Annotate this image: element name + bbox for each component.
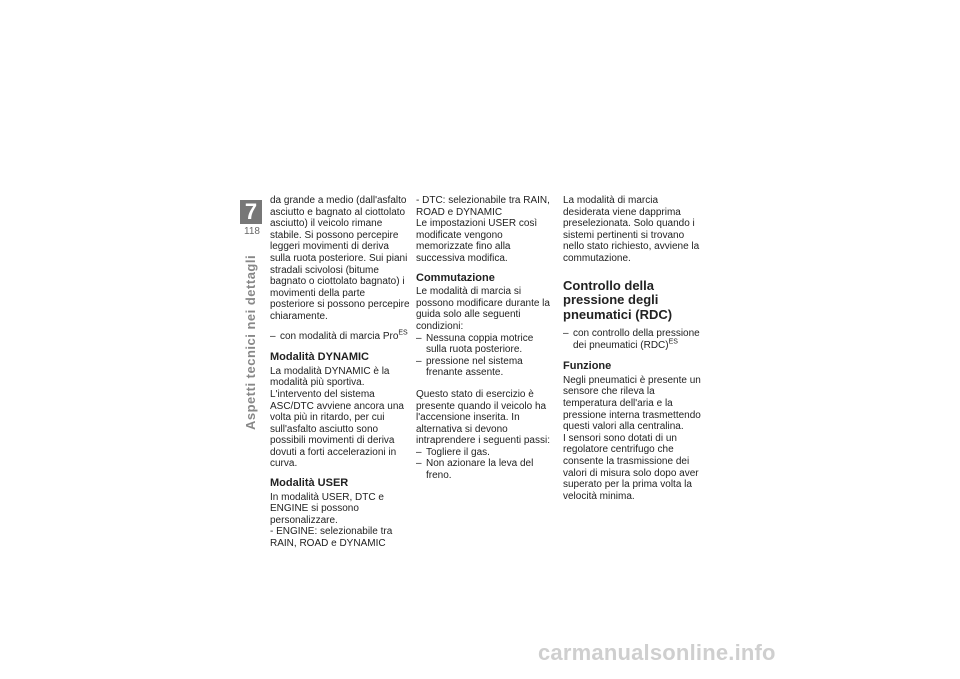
heading-user: Modalità USER [270,477,349,490]
list-item: – Nessuna coppia motrice sulla ruota posteriore. [416,333,556,356]
steps-list [416,447,556,482]
paragraph: Le impostazioni USER così modificate vengono memorizzate fino alla successiva modifica. [416,218,538,264]
paragraph: Questo stato di esercizio è presente quando il veicolo ha l'accensione inserita. In alternativa si devono intraprendere i seguenti passi: [416,388,550,447]
chapter-number-badge: 7 [240,200,262,224]
paragraph: - ENGINE: selezionabile tra RAIN, ROAD e DYNAMIC [270,526,393,550]
list-item: – Non azionare la leva del freno. [416,458,556,481]
paragraph: I sensori sono dotati di un regolatore centrifugo che consente la trasmissione dei valori di misura solo dopo aver superato per la prima volta la velocità minima. [563,432,699,502]
list-item [563,328,703,351]
chapter-title-vertical: Aspetti tecnici nei dettagli [243,254,258,430]
list-item [270,331,410,343]
column-1 [270,195,410,558]
heading-funzione: Funzione [563,360,612,373]
page-number: 118 [244,226,260,237]
bullet-list [563,328,703,351]
paragraph: - DTC: selezionabile tra RAIN, ROAD e DYNAMIC [416,195,550,218]
column-2 [416,195,556,492]
watermark-text: carmanualsonline.info [538,640,776,665]
list-item: – pressione nel sistema frenante assente. [416,356,556,379]
paragraph: In modalità USER, DTC e ENGINE si possono personalizzare. [270,491,384,526]
list-item-text: con modalità di marcia Pro [280,330,399,342]
paragraph: La modalità di marcia desiderata viene dapprima preselezionata. Solo quando i sistemi pertinenti si trovano nello stato richiesto, avviene la commutazione. [563,195,700,264]
bullet-list [270,331,410,343]
option-superscript: ES [668,338,678,346]
paragraph: Negli pneumatici è presente un sensore che rileva la temperatura dell'aria e la pressione interna trasmettendo questi valori alla centralina. [563,374,701,433]
paragraph: La modalità DYNAMIC è la modalità più sportiva. L'intervento del sistema ASC/DTC avviene ancora una volta più in ritardo, per cui sull'asfalto asciutto sono possibili movimenti di deriva dovuti a forti accelerazioni in curva. [270,365,404,470]
heading-dynamic: Modalità DYNAMIC [270,351,369,364]
column-3 [563,195,703,510]
list-item-text: con controllo della pressione dei pneumatici (RDC) [573,328,700,351]
heading-commutazione: Commutazione [416,271,495,284]
option-superscript: ES [398,329,408,337]
conditions-list [416,333,556,379]
heading-rdc: Controllo della pressione degli pneumatici (RDC) [563,277,673,322]
paragraph: Le modalità di marcia si possono modificare durante la guida solo alle seguenti condizioni: [416,286,550,332]
paragraph: da grande a medio (dall'asfalto asciutto e bagnato al ciottolato asciutto) il veicolo rimane stabile. Si possono percepire leggeri movimenti di deriva sulla ruota posteriore. Sui piani stradali scivolosi (bitume bagnato o ciottolato bagnato) i movimenti della parte posteriore si possono percepire chiaramente. [270,195,410,322]
list-item: – Togliere il gas. [416,447,556,459]
